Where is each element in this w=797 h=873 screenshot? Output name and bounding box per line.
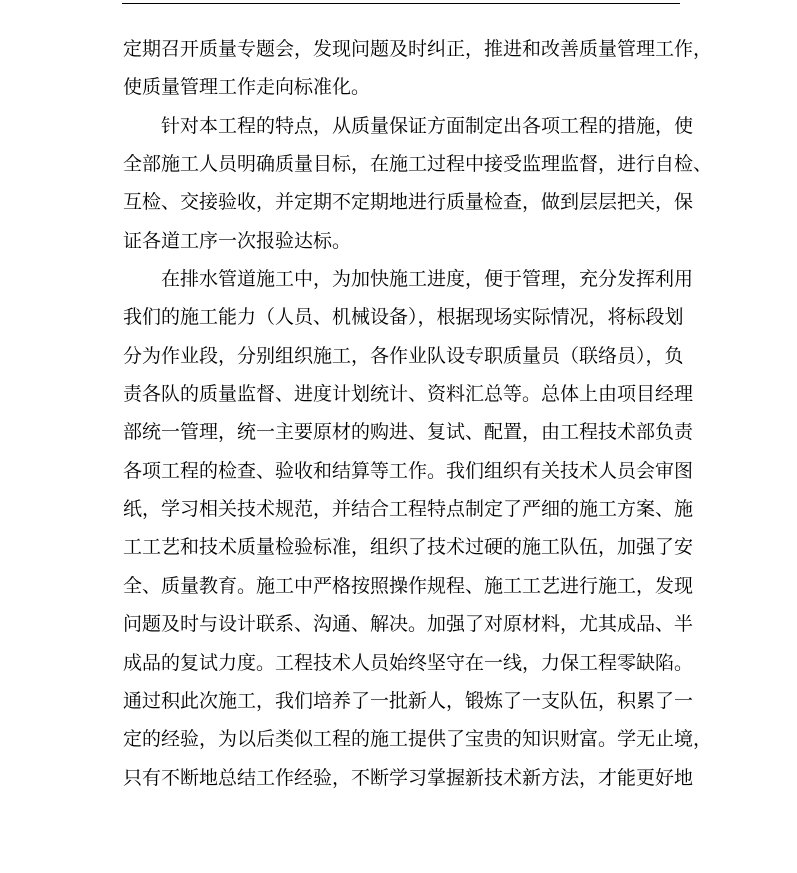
text-line: 定的经验，为以后类似工程的施工提供了宝贵的知识财富。学无止境， [123,728,713,751]
text-line: 部统一管理，统一主要原材的购进、复试、配置，由工程技术部负责 [123,421,694,444]
text-line: 分为作业段，分别组织施工，各作业队设专职质量员（联络员），负 [123,344,684,367]
text-line: 工工艺和技术质量检验标准，组织了技术过硬的施工队伍，加强了安 [123,536,694,559]
text-line: 全部施工人员明确质量目标，在施工过程中接受监理监督，进行自检、 [123,153,713,176]
paragraph-first-line: 在排水管道施工中，为加快施工进度，便于管理，充分发挥利用 [161,268,694,291]
text-line: 全、质量教育。施工中严格按照操作规程、施工工艺进行施工，发现 [123,574,694,597]
text-line: 只有不断地总结工作经验，不断学习掌握新技术新方法，才能更好地 [123,766,694,789]
text-line: 成品的复试力度。工程技术人员始终坚守在一线，力保工程零缺陷。 [123,651,694,674]
text-line: 责各队的质量监督、进度计划统计、资料汇总等。总体上由项目经理 [123,383,694,406]
header-rule [122,3,680,4]
text-line: 证各道工序一次报验达标。 [123,229,352,252]
text-line: 定期召开质量专题会，发现问题及时纠正，推进和改善质量管理工作， [123,38,713,60]
text-line: 使质量管理工作走向标准化。 [123,76,371,99]
text-line: 纸，学习相关技术规范，并结合工程特点制定了严细的施工方案、施 [123,498,694,521]
text-line: 互检、交接验收，并定期不定期地进行质量检查，做到层层把关，保 [123,191,694,214]
paragraph-first-line: 针对本工程的特点，从质量保证方面制定出各项工程的措施，使 [161,114,694,137]
text-line: 通过积此次施工，我们培养了一批新人，锻炼了一支队伍，积累了一 [123,689,694,712]
body-text [123,30,713,797]
text-line: 问题及时与设计联系、沟通、解决。加强了对原材料，尤其成品、半 [123,613,694,636]
text-line: 我们的施工能力（人员、机械设备），根据现场实际情况，将标段划 [123,306,684,329]
text-line: 各项工程的检查、验收和结算等工作。我们组织有关技术人员会审图 [123,459,694,482]
